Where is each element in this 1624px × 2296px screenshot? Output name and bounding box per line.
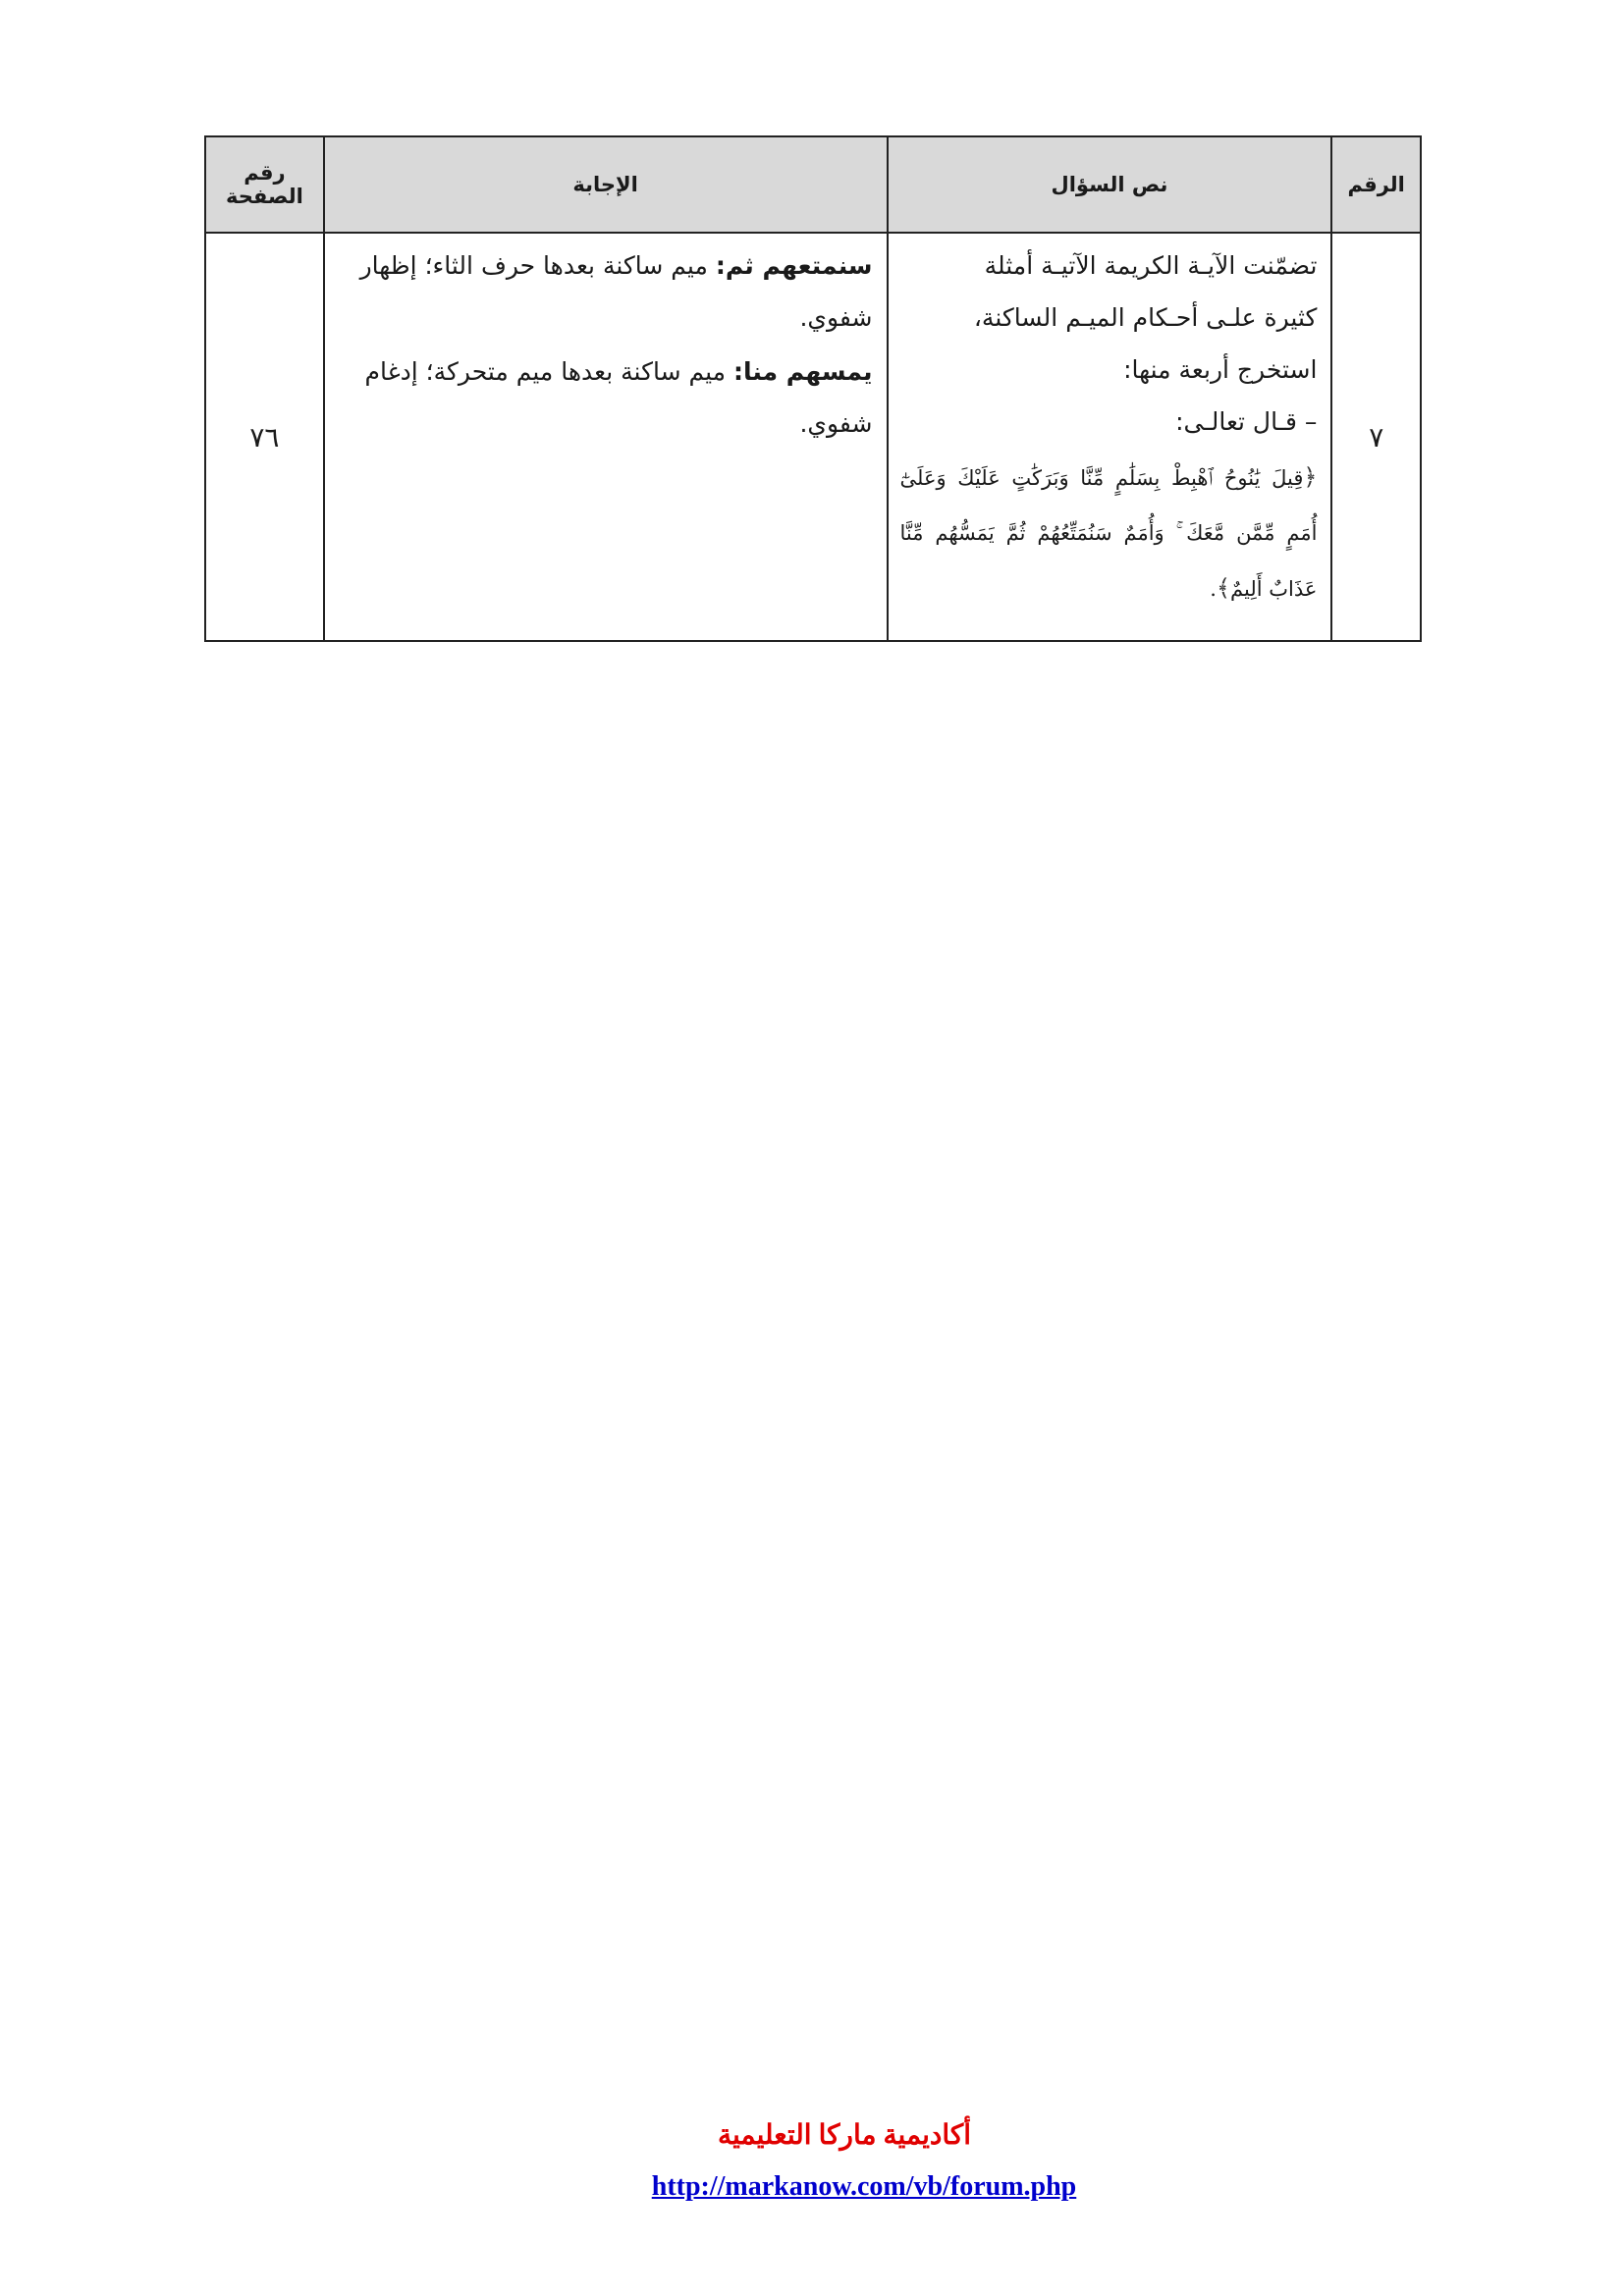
header-page-line1: رقم	[244, 161, 286, 185]
question-line: تضمّنت الآيـة الكريمة الآتيـة أمثلة	[984, 251, 1318, 280]
answer-item	[337, 240, 873, 344]
answer-item	[337, 346, 873, 450]
questions-table	[204, 135, 1422, 642]
quran-verse	[900, 450, 1318, 616]
table-header-row	[205, 136, 1421, 233]
verse-end-mark: .	[1210, 577, 1217, 601]
answer-cell	[324, 233, 888, 641]
answer-text: ميم ساكنة بعدها ميم متحركة؛ إدغام شفوي.	[364, 357, 873, 438]
question-line: كثيرة علـى أحـكام الميـم الساكنة،	[973, 303, 1318, 332]
answer-term: يمسهم منا:	[733, 357, 873, 386]
question-line: استخرج أربعة منها:	[1123, 355, 1318, 384]
verse-close-bracket: ﴾	[1216, 574, 1231, 602]
header-page	[205, 136, 324, 233]
header-number: الرقم	[1331, 136, 1421, 233]
footer-forum-link[interactable]: http://markanow.com/vb/forum.php	[651, 2171, 1077, 2202]
verse-open-bracket: ﴿	[1303, 463, 1318, 491]
table-row	[205, 233, 1421, 641]
verse-text: قِيلَ يَٰنُوحُ ٱهْبِطْ بِسَلَٰمٍ مِّنَّا وَبَرَكَٰتٍ عَلَيْكَ وَعَلَىٰٓ أُمَمٍ مِّمَّن مَّعَكَ ۚ وَأُمَمٌ سَنُمَتِّعُهُمْ ثُمَّ يَمَسُّهُم مِّنَّا عَذَابٌ أَلِيمٌ	[899, 466, 1318, 601]
row-number: ٧	[1331, 233, 1421, 641]
header-question: نص السؤال	[888, 136, 1332, 233]
page-number: ٧٦	[205, 233, 324, 641]
answer-term: سنمتعهم ثم:	[715, 251, 873, 280]
question-cell	[888, 233, 1332, 641]
header-answer: الإجابة	[324, 136, 888, 233]
question-line: – قـال تعالـى:	[1175, 407, 1318, 436]
footer-academy-name: أكاديمية ماركا التعليمية	[717, 2120, 972, 2151]
answer-text: ميم ساكنة بعدها حرف الثاء؛ إظهار شفوي.	[359, 251, 873, 332]
header-page-line2: الصفحة	[226, 185, 303, 208]
